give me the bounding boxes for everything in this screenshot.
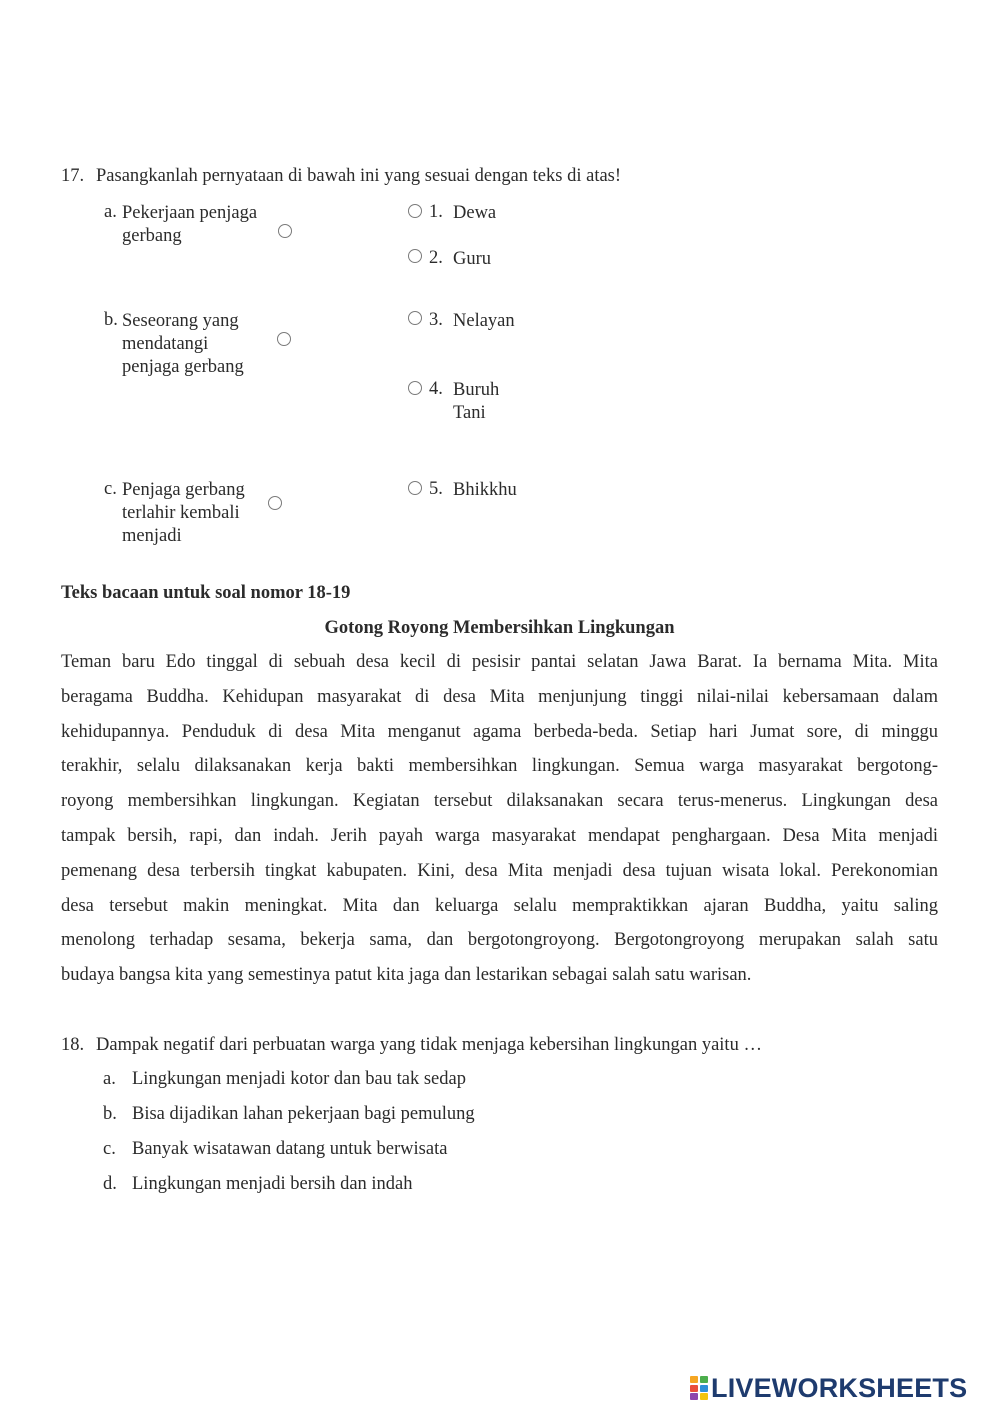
match-dot-3[interactable] — [408, 311, 422, 325]
question-18-number: 18. — [61, 1035, 85, 1055]
item-c-line: terlahir kembali — [122, 503, 240, 523]
paragraph-line: tampak bersih, rapi, dan indah. Jerih payah warga masyarakat mendapat penghargaan. Desa Mita menjadi — [61, 825, 938, 846]
choice-b-text[interactable]: Bisa dijadikan lahan pekerjaan bagi pemulung — [132, 1104, 475, 1124]
match-dot-a[interactable] — [278, 224, 292, 238]
option-4-line: Tani — [453, 403, 486, 423]
option-4-line: Buruh — [453, 380, 500, 400]
paragraph-line: desa tersebut makin meningkat. Mita dan keluarga selalu mempraktikkan ajaran Buddha, yaitu saling — [61, 895, 938, 916]
question-17-text: Pasangkanlah pernyataan di bawah ini yang sesuai dengan teks di atas! — [96, 166, 622, 186]
item-a-text — [122, 202, 257, 248]
option-4-text — [453, 379, 499, 425]
option-5-number: 5. — [429, 479, 443, 499]
paragraph-line: Teman baru Edo tinggal di sebuah desa kecil di pesisir pantai selatan Jawa Barat. Ia bernama Mita. Mita — [61, 652, 938, 672]
item-c-text — [122, 479, 245, 548]
match-dot-1[interactable] — [408, 204, 422, 218]
item-b-line: penjaga gerbang — [122, 357, 244, 377]
choice-b-letter: b. — [103, 1104, 117, 1124]
item-a-line: Pekerjaan penjaga — [122, 203, 258, 223]
logo-text: LIVEWORKSHEETS — [711, 1372, 968, 1403]
question-18-text: Dampak negatif dari perbuatan warga yang tidak menjaga kebersihan lingkungan yaitu … — [96, 1035, 762, 1055]
option-1-text: Dewa — [453, 203, 497, 223]
paragraph-line: beragama Buddha. Kehidupan masyarakat di desa Mita menjunjung tinggi nilai-nilai kebersamaan dalam — [61, 686, 938, 707]
option-3-number: 3. — [429, 310, 443, 330]
option-4-number: 4. — [429, 379, 443, 399]
option-2-number: 2. — [429, 248, 443, 268]
item-a-letter: a. — [104, 202, 117, 222]
choice-a-text[interactable]: Lingkungan menjadi kotor dan bau tak sedap — [132, 1069, 466, 1089]
option-3-text: Nelayan — [453, 311, 515, 331]
paragraph-line: royong membersihkan lingkungan. Kegiatan tersebut dilaksanakan secara terus-menerus. Lingkungan desa — [61, 791, 938, 812]
paragraph-line: kehidupannya. Penduduk di desa Mita menganut agama berbeda-beda. Setiap hari Jumat sore, di minggu — [61, 721, 938, 742]
option-5-text: Bhikkhu — [453, 480, 517, 500]
choice-d-text[interactable]: Lingkungan menjadi bersih dan indah — [132, 1174, 413, 1194]
item-b-letter: b. — [104, 310, 118, 330]
match-dot-4[interactable] — [408, 381, 422, 395]
reading-title: Gotong Royong Membersihkan Lingkungan — [324, 618, 675, 638]
choice-d-letter: d. — [103, 1174, 117, 1194]
item-b-text — [122, 310, 244, 379]
reading-label: Teks bacaan untuk soal nomor 18-19 — [61, 583, 351, 603]
reading-paragraph — [61, 645, 938, 993]
match-dot-b[interactable] — [277, 332, 291, 346]
choice-a-letter: a. — [103, 1069, 116, 1089]
item-c-line: Penjaga gerbang — [122, 480, 245, 500]
match-dot-5[interactable] — [408, 481, 422, 495]
liveworksheets-logo — [690, 1373, 967, 1403]
choice-c-letter: c. — [103, 1139, 116, 1159]
paragraph-line: menolong terhadap sesama, bekerja sama, dan bergotongroyong. Bergotongroyong merupakan salah satu — [61, 930, 938, 951]
question-17-number: 17. — [61, 166, 85, 186]
paragraph-line: terakhir, selalu dilaksanakan kerja bakti membersihkan lingkungan. Semua warga masyarakat bergotong- — [61, 756, 938, 777]
logo-mark-icon — [690, 1376, 708, 1400]
match-dot-c[interactable] — [268, 496, 282, 510]
item-c-line: menjadi — [122, 526, 182, 546]
item-c-letter: c. — [104, 479, 117, 499]
match-dot-2[interactable] — [408, 249, 422, 263]
choice-c-text[interactable]: Banyak wisatawan datang untuk berwisata — [132, 1139, 448, 1159]
option-1-number: 1. — [429, 202, 443, 222]
item-b-line: mendatangi — [122, 334, 209, 354]
paragraph-line: pemenang desa terbersih tingkat kabupaten. Kini, desa Mita menjadi desa tujuan wisata lokal. Perekonomian — [61, 860, 938, 881]
paragraph-line: budaya bangsa kita yang semestinya patut kita jaga dan lestarikan sebagai salah satu warisan. — [61, 965, 752, 986]
item-b-line: Seseorang yang — [122, 311, 239, 331]
item-a-line: gerbang — [122, 226, 182, 246]
option-2-text: Guru — [453, 249, 492, 269]
